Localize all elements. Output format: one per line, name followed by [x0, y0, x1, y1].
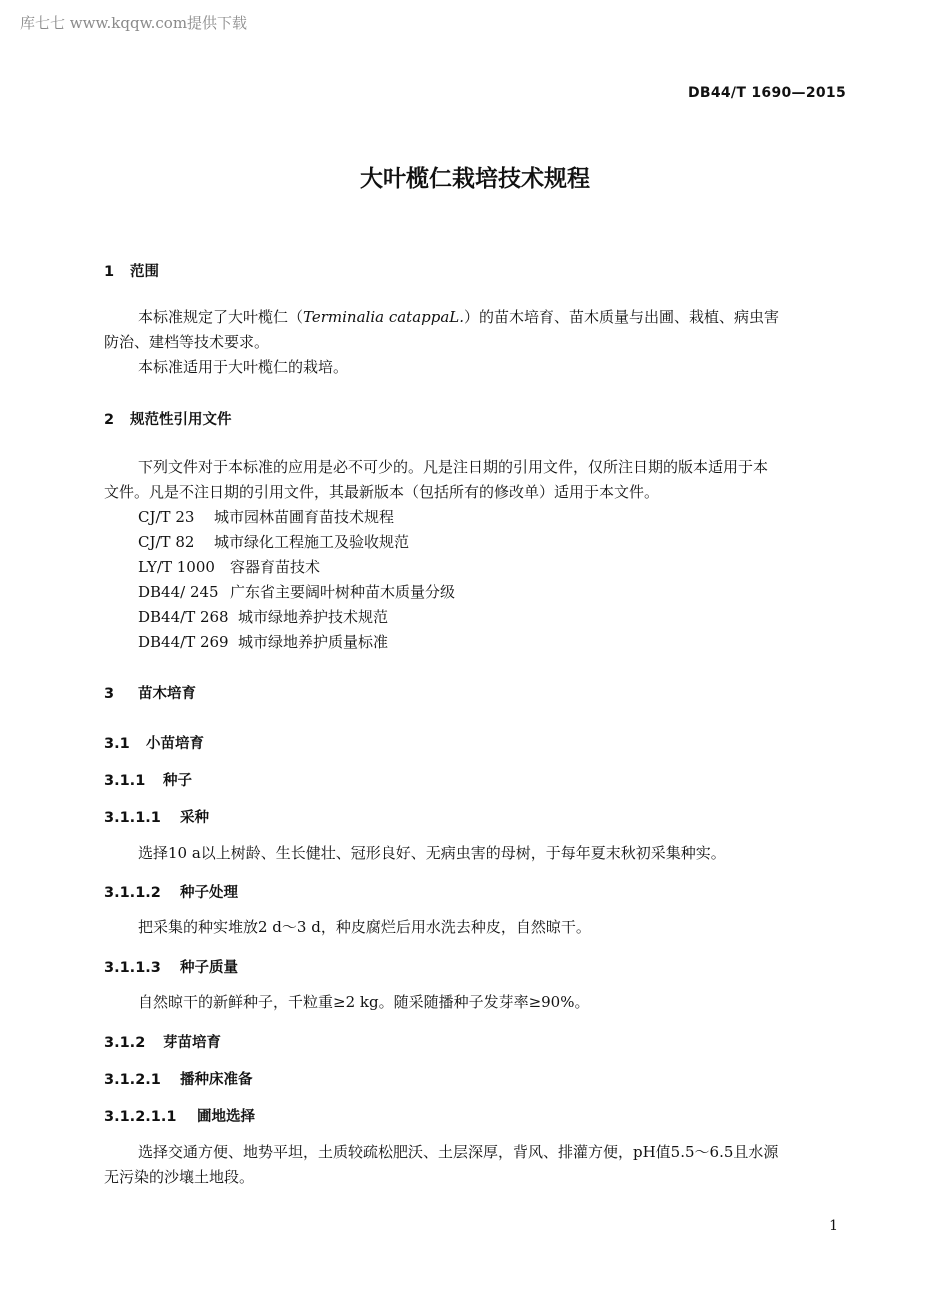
section-heading-3-1-1-1	[104, 806, 209, 827]
reference-code: DB44/ 245	[138, 583, 219, 601]
reference-title: 城市绿化工程施工及验收规范	[214, 533, 410, 551]
section-title: 种子处理	[180, 885, 238, 901]
section-title: 规范性引用文件	[130, 412, 232, 428]
section-heading-3-1-1	[104, 769, 192, 790]
paragraph-scope-line-2: 防治、建档等技术要求。	[104, 333, 270, 351]
reference-code: CJ/T 23	[138, 508, 195, 526]
section-number: 3.1.2.1.1	[104, 1109, 177, 1125]
section-number: 3.1.2.1	[104, 1072, 161, 1088]
reference-item	[138, 505, 394, 530]
paragraph-seed-quality: 自然晾干的新鲜种子，千粒重≥2 kg。随采随播种子发芽率≥90%。	[138, 993, 590, 1011]
section-number: 3.1.1.1	[104, 810, 161, 826]
reference-code: LY/T 1000	[138, 558, 215, 576]
section-heading-2	[104, 408, 232, 429]
paragraph-nursery-site-line-2: 无污染的沙壤土地段。	[104, 1168, 255, 1186]
text-run: ）的苗木培育、苗木质量与出圃、栽植、病虫害	[464, 308, 780, 326]
paragraph-applicability: 本标准适用于大叶榄仁的栽培。	[138, 358, 349, 376]
document-title: 大叶榄仁栽培技术规程	[360, 166, 590, 192]
reference-code: DB44/T 268	[138, 608, 229, 626]
section-heading-3-1-1-3	[104, 956, 238, 977]
section-number: 1	[104, 264, 115, 280]
reference-item	[138, 555, 320, 580]
section-title: 圃地选择	[197, 1109, 255, 1125]
section-number: 3.1.2	[104, 1035, 146, 1051]
section-number: 3.1.1.2	[104, 885, 161, 901]
section-title: 种子质量	[180, 960, 238, 976]
reference-title: 城市绿地养护质量标准	[238, 633, 389, 651]
paragraph-scope-line-1	[138, 305, 779, 330]
section-number: 3.1	[104, 736, 130, 752]
paragraph-references-line-1: 下列文件对于本标准的应用是必不可少的。凡是注日期的引用文件，仅所注日期的版本适用于本	[138, 458, 769, 476]
section-heading-3-1	[104, 732, 204, 753]
section-heading-3-1-1-2	[104, 881, 238, 902]
reference-title: 容器育苗技术	[230, 558, 321, 576]
reference-item	[138, 630, 388, 655]
section-heading-3-1-2	[104, 1031, 221, 1052]
section-title: 种子	[163, 773, 192, 789]
reference-title: 城市绿地养护技术规范	[238, 608, 389, 626]
latin-name: Terminalia catappaL.	[303, 308, 465, 326]
document-number: DB44/T 1690—2015	[687, 85, 846, 101]
watermark: 库七七 www.kqqw.com提供下载	[20, 14, 248, 32]
paragraph-references-line-2: 文件。凡是不注日期的引用文件，其最新版本（包括所有的修改单）适用于本文件。	[104, 483, 660, 501]
section-heading-1	[104, 260, 159, 281]
reference-item	[138, 580, 455, 605]
section-heading-3-1-2-1	[104, 1068, 253, 1089]
paragraph-seed-collection: 选择10 a以上树龄、生长健壮、冠形良好、无病虫害的母树，于每年夏末秋初采集种实。	[138, 844, 726, 862]
paragraph-seed-treatment: 把采集的种实堆放2 d～3 d，种皮腐烂后用水洗去种皮，自然晾干。	[138, 918, 591, 936]
section-heading-3	[104, 682, 196, 703]
text-run: 本标准规定了大叶榄仁（	[138, 308, 304, 326]
section-title: 苗木培育	[138, 686, 196, 702]
section-title: 范围	[130, 264, 159, 280]
reference-code: CJ/T 82	[138, 533, 195, 551]
section-title: 播种床准备	[180, 1072, 253, 1088]
page-number: 1	[829, 1218, 838, 1234]
reference-item	[138, 530, 409, 555]
section-title: 芽苗培育	[163, 1035, 221, 1051]
section-number: 2	[104, 412, 115, 428]
reference-title: 城市园林苗圃育苗技术规程	[214, 508, 395, 526]
section-title: 采种	[180, 810, 209, 826]
reference-code: DB44/T 269	[138, 633, 229, 651]
reference-item	[138, 605, 388, 630]
paragraph-nursery-site-line-1: 选择交通方便、地势平坦，土质较疏松肥沃、土层深厚，背风、排灌方便，pH值5.5～6.5且水源	[138, 1143, 779, 1161]
section-number: 3.1.1.3	[104, 960, 161, 976]
section-number: 3	[104, 686, 115, 702]
section-number: 3.1.1	[104, 773, 146, 789]
reference-title: 广东省主要阔叶树种苗木质量分级	[230, 583, 456, 601]
section-heading-3-1-2-1-1	[104, 1105, 255, 1126]
section-title: 小苗培育	[146, 736, 204, 752]
